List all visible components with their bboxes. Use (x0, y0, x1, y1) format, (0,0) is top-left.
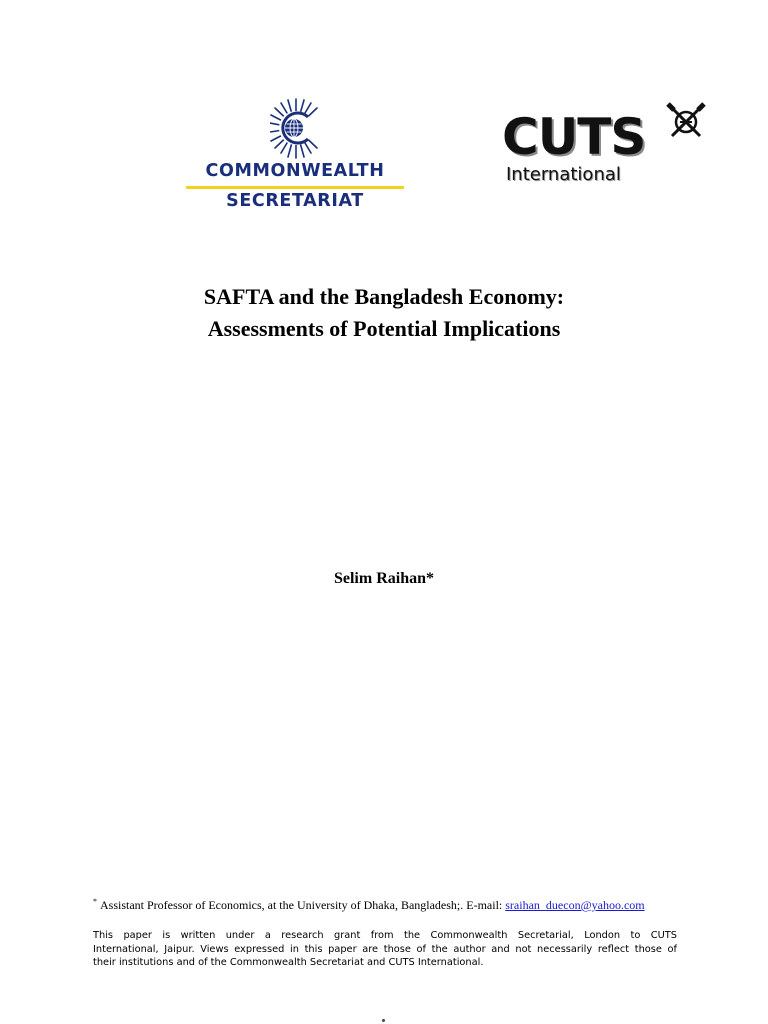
disclaimer-line-1: This paper is written under a research grant from the Commonwealth Secretarial, London to CUTS (93, 930, 677, 941)
title-line-1: SAFTA and the Bangladesh Economy: (203, 284, 565, 309)
logo-yellow-rule (186, 186, 404, 189)
footnote-text: Assistant Professor of Economics, at the University of Dhaka, Bangladesh;. E-mail: (100, 898, 506, 912)
disclaimer-paragraph (93, 929, 677, 970)
logo-text-international: International (506, 164, 621, 185)
commonwealth-emblem-icon (270, 97, 322, 159)
footnote-marker: * (93, 897, 97, 906)
document-title (0, 281, 768, 345)
logo-text-cuts: CUTS (502, 108, 646, 166)
page-mark (382, 1019, 385, 1022)
author-name: Selim Raihan* (333, 570, 434, 587)
author-email-link[interactable]: sraihan_duecon@yahoo.com (505, 898, 645, 912)
disclaimer-line-2: International, Jaipur. Views expressed in this paper are those of the author and not necessarily reflect those of (93, 943, 677, 955)
title-line-2: Assessments of Potential Implications (207, 316, 561, 341)
author-footnote (93, 897, 693, 913)
logo-text-commonwealth: COMMONWEALTH (205, 161, 385, 181)
crossed-swords-icon (664, 100, 708, 144)
disclaimer-line-3: their institutions and of the Commonwealth Secretariat and CUTS International. (93, 957, 484, 968)
logo-text-secretariat: SECRETARIAT (226, 191, 364, 211)
commonwealth-secretariat-logo (186, 97, 404, 217)
cuts-international-logo (500, 98, 710, 192)
